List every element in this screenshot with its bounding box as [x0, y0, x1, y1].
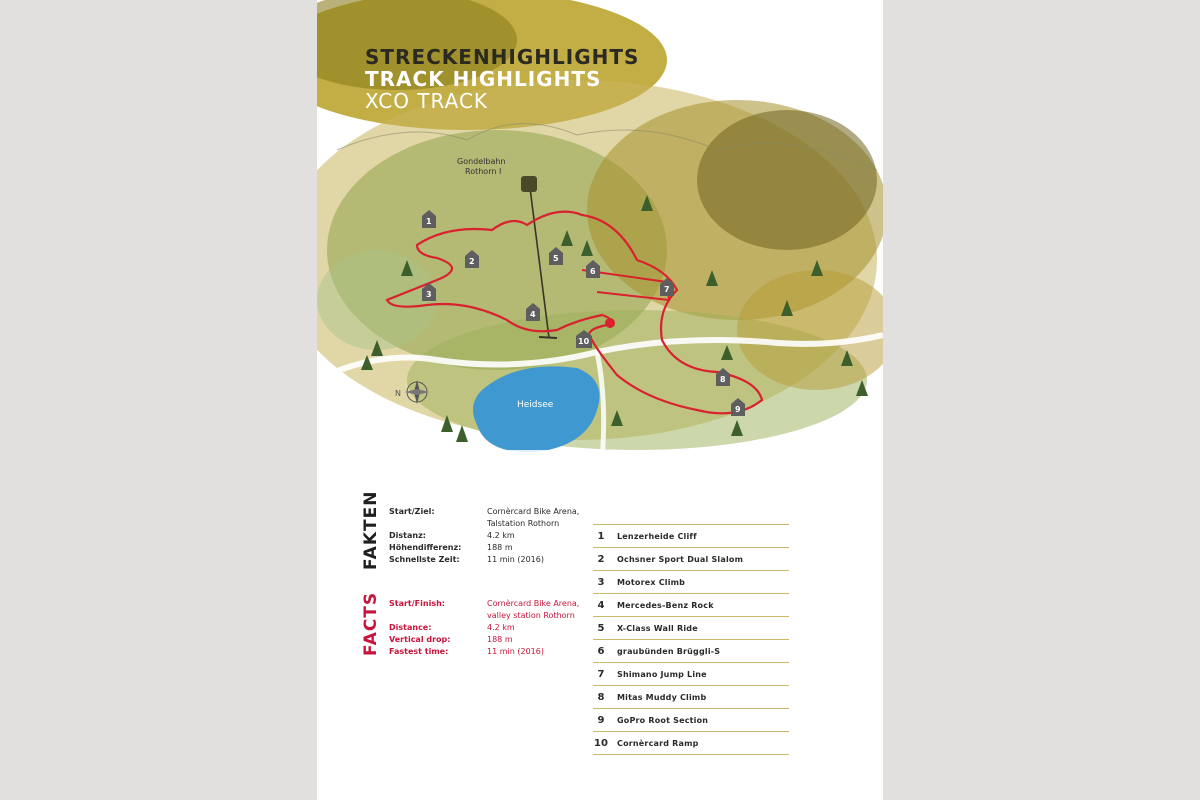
svg-text:1: 1	[426, 217, 432, 226]
fact-row: Vertical drop: 188 m	[389, 635, 513, 644]
svg-text:3: 3	[426, 290, 432, 299]
list-item: 4 Mercedes-Benz Rock	[593, 594, 789, 617]
svg-text:7: 7	[664, 285, 670, 294]
list-item: 1 Lenzerheide Cliff	[593, 525, 789, 548]
start-finish-marker	[605, 318, 615, 328]
fact-row: Höhendifferenz: 188 m	[389, 543, 513, 552]
fact-row: Distanz: 4.2 km	[389, 531, 515, 540]
page-title	[365, 46, 639, 112]
facts-table-de	[389, 506, 597, 566]
facts-heading-de: FAKTEN	[361, 490, 381, 570]
fact-row: Start/Finish: Cornèrcard Bike Arena, valley station Rothorn	[389, 599, 580, 620]
title-english: TRACK HIGHLIGHTS	[365, 67, 602, 91]
list-item: 6 graubünden Brüggli-S	[593, 640, 789, 663]
svg-text:5: 5	[553, 254, 559, 263]
list-item: 2 Ochsner Sport Dual Slalom	[593, 548, 789, 571]
list-item: 5 X-Class Wall Ride	[593, 617, 789, 640]
fact-row: Start/Ziel: Cornèrcard Bike Arena, Talstation Rothorn	[389, 507, 580, 528]
fact-row: Schnellste Zeit: 11 min (2016)	[389, 555, 544, 564]
list-item: 3 Motorex Climb	[593, 571, 789, 594]
facts-heading-en: FACTS	[361, 591, 381, 656]
svg-text:8: 8	[720, 375, 726, 384]
title-track: XCO TRACK	[365, 89, 489, 113]
title-german: STRECKENHIGHLIGHTS	[365, 45, 640, 69]
facts-table-en	[389, 598, 597, 658]
compass-label: N	[395, 389, 401, 398]
brochure-page	[317, 0, 883, 800]
svg-text:2: 2	[469, 257, 475, 266]
fact-row: Distance: 4.2 km	[389, 623, 515, 632]
svg-text:10: 10	[578, 337, 590, 346]
list-item: 10 Cornèrcard Ramp	[593, 732, 789, 755]
svg-text:6: 6	[590, 267, 596, 276]
fact-row: Fastest time: 11 min (2016)	[389, 647, 544, 656]
track-map	[317, 0, 883, 480]
gondola-label-2: Rothorn I	[465, 167, 502, 176]
svg-text:4: 4	[530, 310, 536, 319]
list-item: 8 Mitas Muddy Climb	[593, 686, 789, 709]
lake-label: Heidsee	[517, 400, 554, 410]
list-item: 7 Shimano Jump Line	[593, 663, 789, 686]
list-item: 9 GoPro Root Section	[593, 709, 789, 732]
svg-text:9: 9	[735, 405, 741, 414]
gondola-icon	[521, 176, 537, 192]
highlights-list	[593, 524, 789, 755]
gondola-label-1: Gondelbahn	[457, 157, 506, 166]
